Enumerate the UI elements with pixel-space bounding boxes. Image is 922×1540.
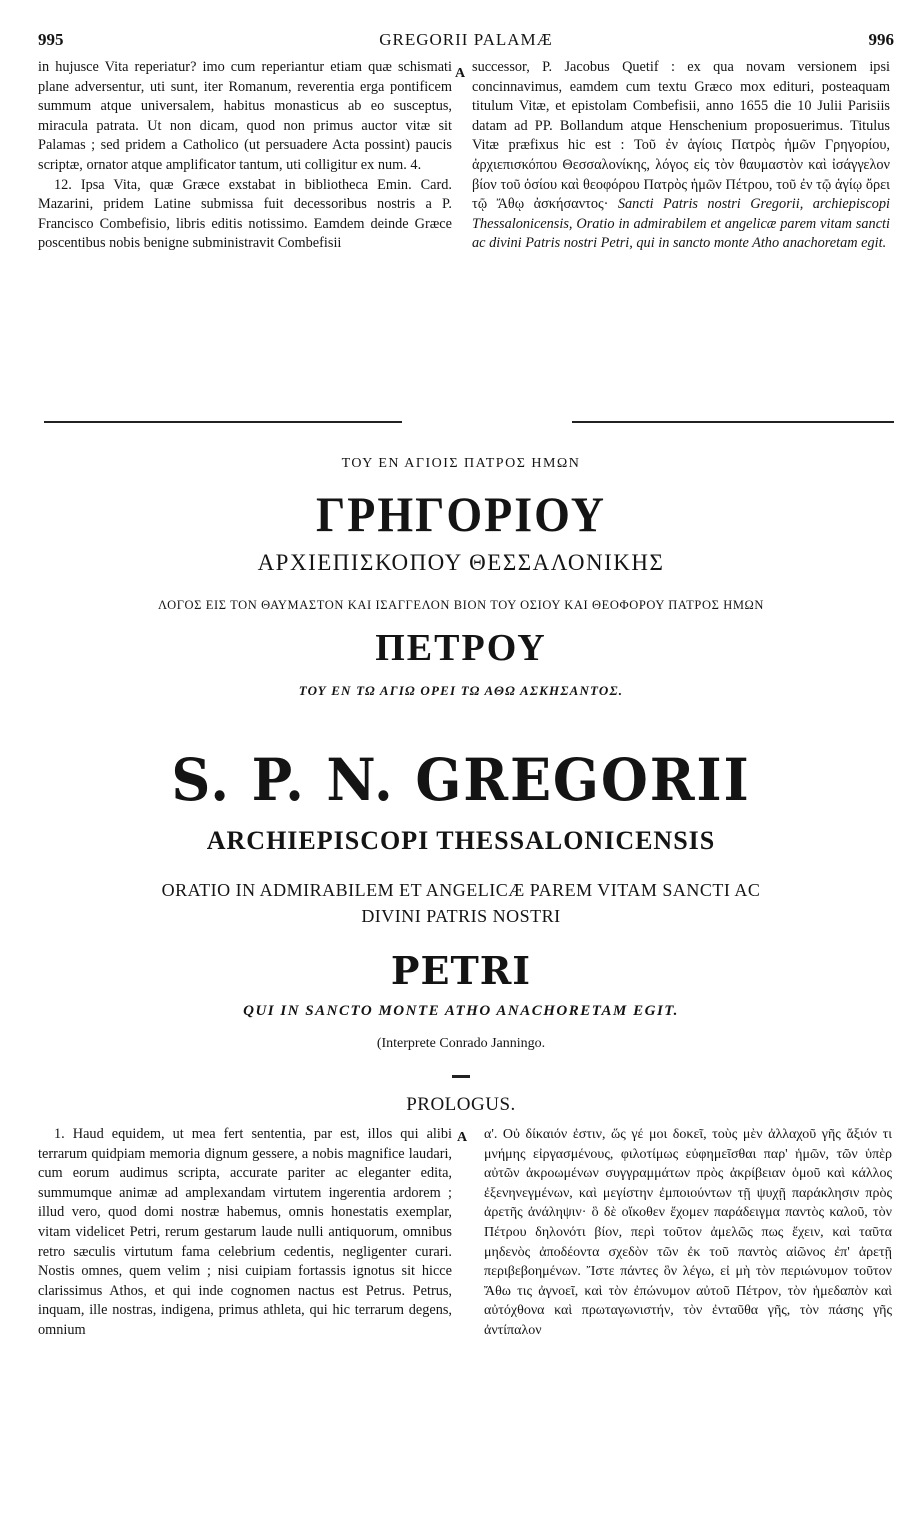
latin-title-archiepiscopi: ARCHIEPISCOPI THESSALONICENSIS (206, 826, 716, 855)
upper-right-paragraph-1 (472, 58, 890, 254)
upper-right-text: successor, P. Jacobus Quetif : ex qua novam versionem ipsi concinnavimus, eamdem cum textu Græco mox edituri, posteaquam titulum Vitæ, et epistolam Combefisii, anno 1655 die 10 Julii Parisiis datam ad PP. Bollandum atque Henschenium proposuerimus. Titulus Vitæ præfixus hic est : Τοῦ ἐν ἁγίοις Πατρὸς ἡμῶν Γρηγορίου, ἀρχιεπισκόπου Θεσσαλονίκης, λόγος εἰς τὸν θαυμαστὸν καὶ ἰσάγγελον βίον τοῦ ὁσίου καὶ θεοφόρου Πατρὸς ἡμῶν Πέτρου, τοῦ ἐν τῷ ἁγίῳ ὄρει τῷ Ἄθῳ ἀσκήσαντος· (472, 59, 890, 213)
upper-right-column (472, 58, 890, 254)
divider-right (572, 421, 894, 423)
page-number-left: 995 (38, 30, 64, 49)
greek-title-line-1: ΤΟΥ ΕΝ ΑΓΙΟΙΣ ΠΑΤΡΟΣ ΗΜΩΝ (341, 456, 581, 471)
upper-left-paragraph-2: 12. Ipsa Vita, quæ Græce exstabat in bibliotheca Emin. Card. Mazarini, pridem Latine submissa fuit decessoribus nostris a P. Francisco Combefisio, libris editis notissimo. Eamdem deinde Græce poscentibus nobis benigne subministravit Combefisii (38, 176, 452, 252)
section-heading-prologus: PROLOGUS. (406, 1094, 516, 1115)
upper-left-column (38, 58, 452, 254)
latin-title-athos: QUI IN SANCTO MONTE ATHO ANACHORETAM EGIT. (243, 1003, 679, 1019)
upper-right-italic-translation: Sancti Patris nostri Gregorii, archiepiscopi Thessalonicensis, Oratio in admirabilem et angelicæ parem vitam sancti ac divini Patris nostri Petri, qui in sancto monte Atho anachoretam egit. (472, 196, 891, 252)
lower-left-paragraph-1: 1. Haud equidem, ut mea fert sententia, par est, illos qui alibi terrarum quidpiam memoria dignum gessere, a nobis magnifice laudari, cum eorum audimus scripta, accurate pariter ac eleganter edita, summumque animæ ad amplexandam virtutem ingerentia ardorem ; illud vero, quod domi nostræ habemus, omnis honestatis exemplar, vitam videlicet Petri, rerum gestarum laude nulli antiquorum, omnibus retro sæculis virtutum fama celebrium cedentis, negligenter curari. Nostis omnes, quem velim ; nisi cuipiam fortassis ignotus sit hicce clarissimus Athos, et qui inde cognomen nactus est Petrus. Petrus, inquam, ille nostras, indigena, primus athleta, qui hic terrarum degens, omnium (38, 1126, 452, 1338)
upper-margin-letter: A (455, 66, 466, 81)
running-header (38, 30, 894, 52)
latin-title-oratio: ORATIO IN ADMIRABILEM ET ANGELICÆ PAREM VITAM SANCTI AC (161, 880, 761, 900)
latin-title-gregorii: S. P. N. GREGORII (171, 746, 751, 814)
lower-margin-letter: A (457, 1130, 468, 1145)
greek-title-gregoriou: ΓΡΗΓΟΡΙΟΥ (315, 486, 606, 543)
upper-left-paragraph-1: in hujusce Vita reperiatur? imo cum reperiantur etiam quæ schismati plane adversentur, uti sunt, iter Romanum, reverentia erga pontificem summum atque universalem, habitus monasticus ab eo susceptus, miracula patrata. Ut non dicam, quod non primus auctor vitæ sit Palamas ; sed pridem a Catholico (ut persuadere Acta possint) paucis scriptæ, ornator atque amplificator tantum, uti colligitur ex num. 4. (38, 59, 452, 173)
running-title: GREGORII PALAMÆ (379, 30, 553, 49)
lower-right-column (484, 1125, 892, 1341)
short-divider (452, 1075, 470, 1078)
lower-right-paragraph-1: α'. Οὐ δίκαιόν ἐστιν, ὥς γέ μοι δοκεῖ, τοὺς μὲν ἀλλαχοῦ γῆς ἄξιόν τι μνήμης εἰργασμένους, φιλοτίμως εὐφημεῖσθαι παρ' ἡμῶν, τῶν ὑπὲρ αὐτῶν ἀκροωμένων συγγραμμάτων πρὸς ἀκρίβειαν ὁμοῦ καὶ κάλλος ἐξενηνεγμένων, καὶ μεγίστην ἐμποιούντων τῇ ψυχῇ παράκλησιν πρὸς ἀρετῆς ἀνάληψιν· ὃ δὲ οἴκοθεν ἔχομεν παράδειγμα παντὸς καλοῦ, τὸν Πέτρου δηλονότι βίον, περὶ τοῦτον ἀμελῶς πως ἔχειν, καὶ ταῦτα μηδενὸς ἀποδέοντα σχεδὸν τῶν ἐκ τοῦ παντὸς αἰῶνος ἐπ' ἀρετῇ περιβεβοημένων. Ἴστε πάντες ὃν λέγω, εἰ μὴ τὸν περιώνυμον τοῦτον Ἄθω τις ἀγνοεῖ, καὶ τὸν ἐπώνυμον αὐτοῦ Πέτρον, τὸν ἡμεδαπὸν καὶ αὐτόχθονα καὶ πρωταγωνιστήν, τὸν ἐνταῦθα γῆς, τὸν πάσης γῆς ἀντίπαλον (484, 1127, 892, 1338)
translator-note: (Interprete Conrado Janningo. (376, 1036, 546, 1051)
page-number-right: 996 (868, 30, 894, 49)
greek-title-archiepiskopou: ΑΡΧΙΕΠΙΣΚΟΠΟΥ ΘΕΣΣΑΛΟΝΙΚΗΣ (257, 550, 665, 575)
latin-title-divini: DIVINI PATRIS NOSTRI (361, 906, 561, 926)
greek-title-athos: ΤΟΥ ΕΝ ΤΩ ΑΓΙΩ ΟΡΕΙ ΤΩ ΑΘΩ ΑΣΚΗΣΑΝΤΟΣ. (298, 683, 624, 698)
divider-left (44, 421, 402, 423)
greek-title-petrou: ΠΕΤΡΟΥ (375, 627, 547, 669)
lower-left-column (38, 1125, 452, 1341)
greek-title-logos: ΛΟΓΟΣ ΕΙΣ ΤΟΝ ΘΑΥΜΑΣΤΟΝ ΚΑΙ ΙΣΑΓΓΕΛΟΝ ΒΙΟΝ ΤΟΥ ΟΣΙΟΥ ΚΑΙ ΘΕΟΦΟΡΟΥ ΠΑΤΡΟΣ ΗΜΩΝ (157, 598, 765, 612)
latin-title-petri: PETRI (390, 948, 532, 993)
